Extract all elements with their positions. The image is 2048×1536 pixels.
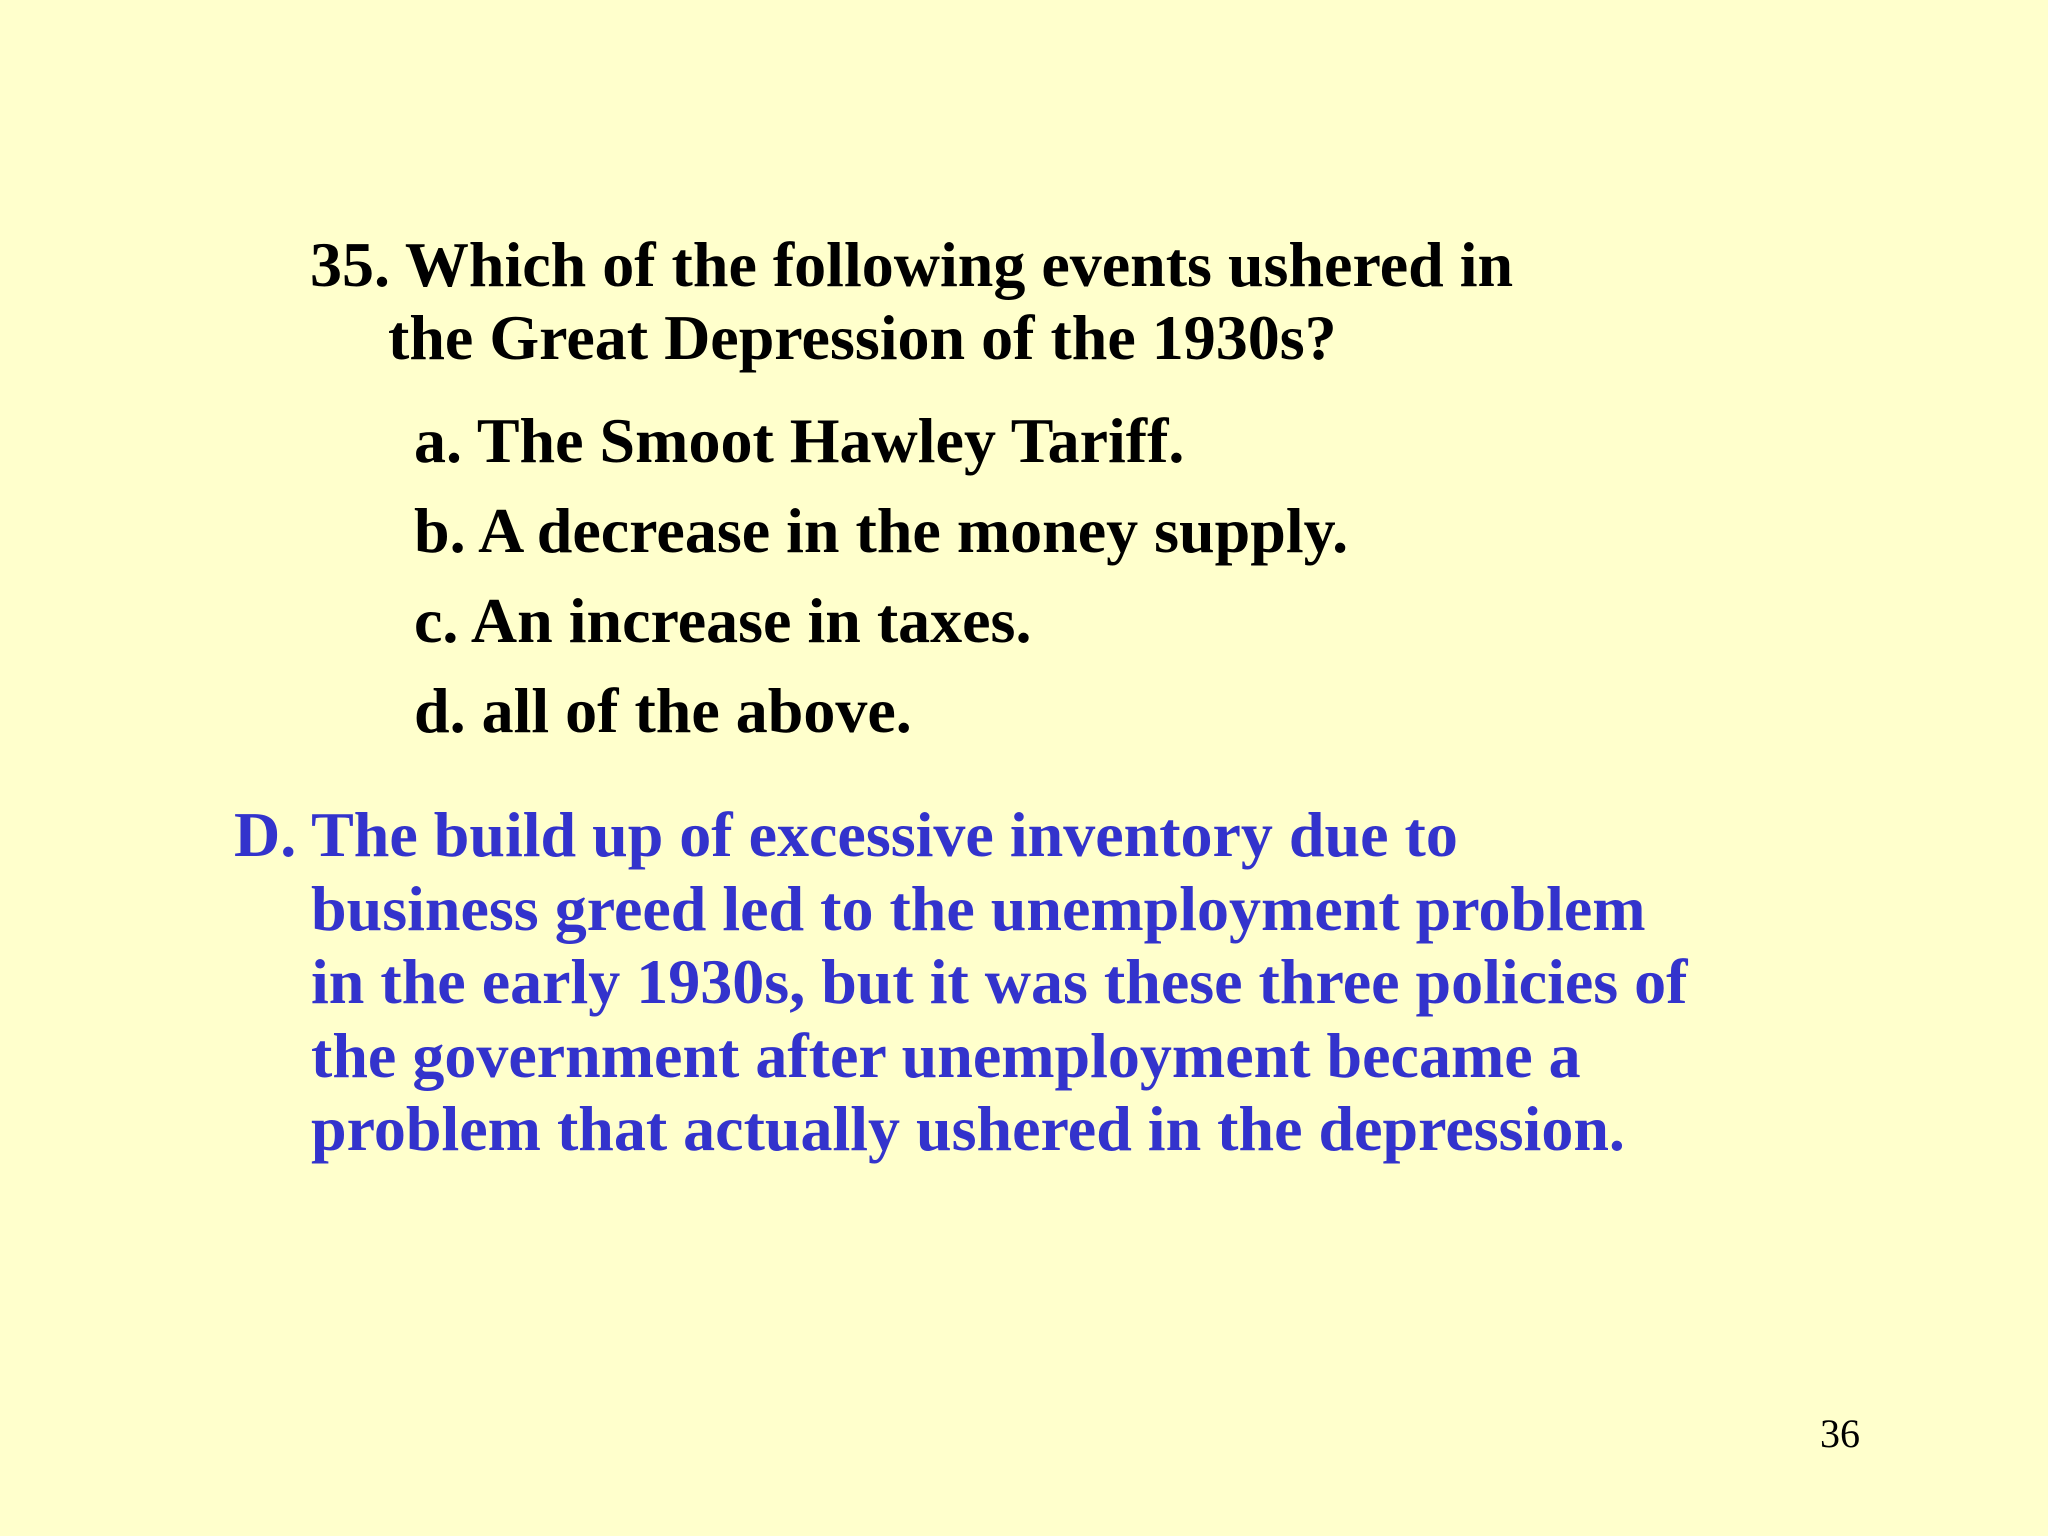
answer-line-5: problem that actually ushered in the depression. xyxy=(311,1093,1625,1164)
slide-number: 36 xyxy=(1820,1411,1860,1456)
option-c: c. An increase in taxes. xyxy=(414,585,1032,656)
answer-options-list xyxy=(414,396,1814,756)
question-line-2: the Great Depression of the 1930s? xyxy=(388,302,1337,373)
answer-line-3: in the early 1930s, but it was these three policies of xyxy=(311,946,1688,1017)
answer-explanation xyxy=(234,798,1934,1166)
question-line-1: 35. Which of the following events ushered in xyxy=(310,229,1514,300)
option-a: a. The Smoot Hawley Tariff. xyxy=(414,405,1185,476)
question-text xyxy=(310,228,1810,374)
option-b: b. A decrease in the money supply. xyxy=(414,495,1349,566)
option-d: d. all of the above. xyxy=(414,675,912,746)
answer-line-2: business greed led to the unemployment problem xyxy=(311,872,1646,944)
answer-line-1: D. The build up of excessive inventory due to xyxy=(234,799,1458,870)
answer-line-4: the government after unemployment became a xyxy=(311,1019,1581,1091)
